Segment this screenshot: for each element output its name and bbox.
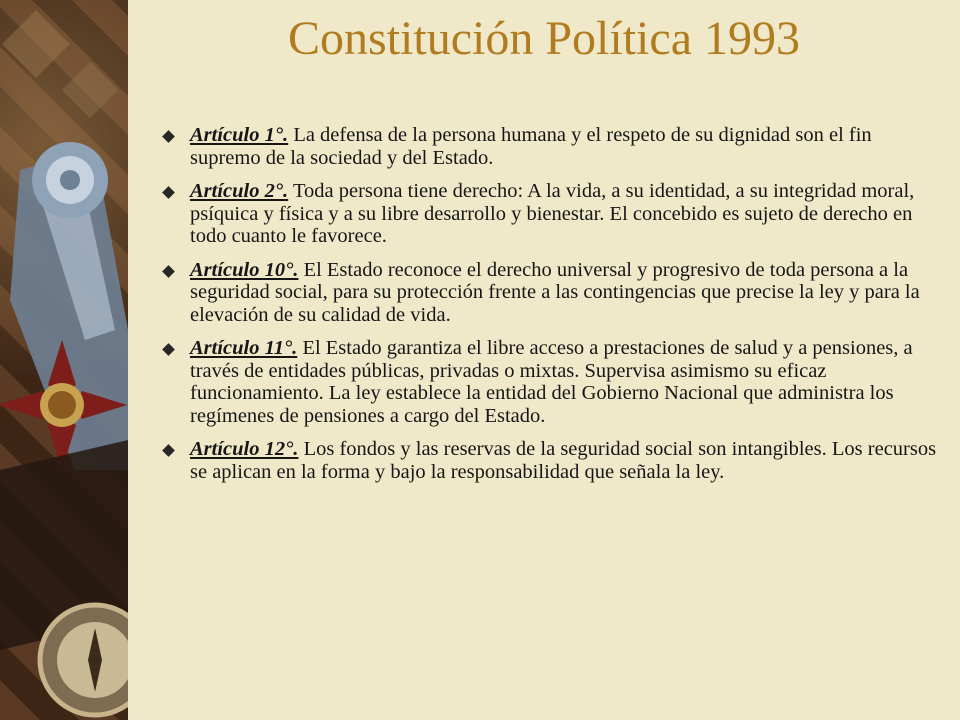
article-text: El Estado garantiza el libre acceso a prestaciones de salud y a pensiones, a través de entidades públicas, privadas o mixtas. Supervisa asimismo su eficaz funcionamiento. La ley establece la entidad del Gobierno Nacional que administra los regímenes de pensiones a cargo del Estado. — [190, 337, 913, 427]
article-text: Toda persona tiene derecho: A la vida, a su identidad, a su integridad moral, psíquica y física y a su libre desarrollo y bienestar. El concebido es sujeto de derecho en todo cuanto le favorece. — [190, 180, 915, 247]
slide-title: Constitución Política 1993 — [288, 12, 800, 65]
article-list — [164, 124, 944, 494]
diamond-bullet-icon — [162, 186, 175, 199]
article-text: El Estado reconoce el derecho universal y progresivo de toda persona a la seguridad social, para su protección frente a las contingencias que precise la ley y para la elevación de su calidad de vida. — [190, 258, 920, 326]
list-item-article-1 — [164, 124, 944, 169]
diamond-bullet-icon — [162, 130, 175, 143]
list-item-article-12 — [164, 438, 944, 483]
list-item-article-10 — [164, 259, 944, 327]
diamond-bullet-icon — [162, 265, 175, 278]
article-label: Artículo 1°. — [190, 124, 289, 146]
decorative-side-image — [0, 0, 128, 720]
diamond-bullet-icon — [162, 343, 175, 356]
diamond-bullet-icon — [162, 444, 175, 457]
article-label: Artículo 2°. — [190, 180, 289, 202]
article-label: Artículo 10°. — [190, 258, 299, 281]
article-label: Artículo 12°. — [190, 438, 299, 460]
article-text: La defensa de la persona humana y el respeto de su dignidad son el fin supremo de la sociedad y del Estado. — [190, 124, 872, 169]
article-label: Artículo 11°. — [190, 337, 298, 359]
article-text: Los fondos y las reservas de la seguridad social son intangibles. Los recursos se aplican en la forma y bajo la responsabilidad que señala la ley. — [190, 438, 937, 483]
list-item-article-2 — [164, 180, 944, 248]
medal-and-compass-illustration — [0, 0, 128, 720]
list-item-article-11 — [164, 337, 944, 427]
